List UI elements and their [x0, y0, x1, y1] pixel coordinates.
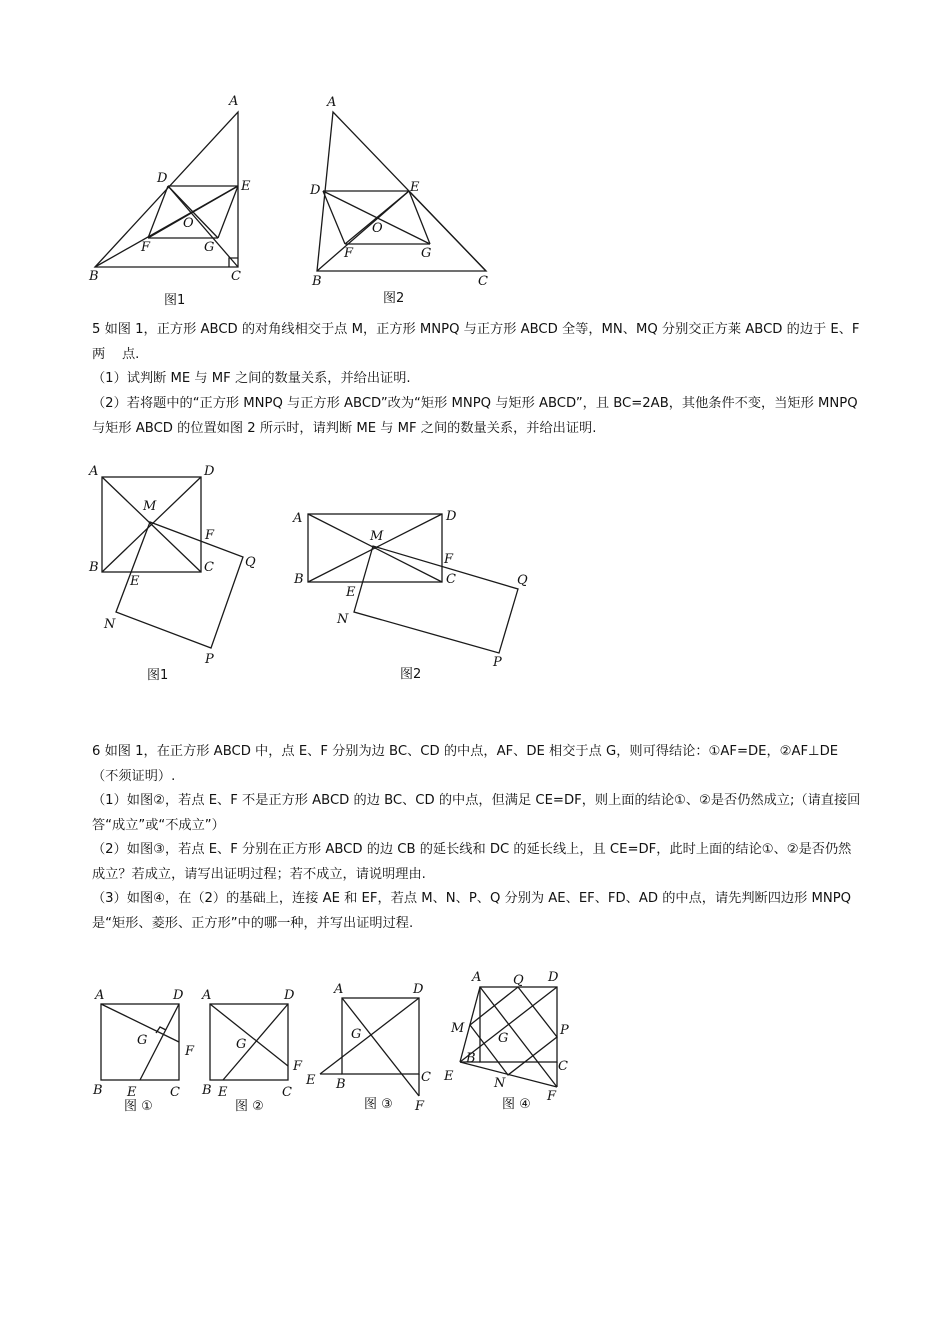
label-p: P [560, 1023, 569, 1038]
label-b: B [202, 1083, 212, 1098]
label-c: C [282, 1085, 292, 1100]
rectangle-mnpq [354, 546, 518, 653]
label-g: G [236, 1037, 247, 1052]
label-c: C [231, 269, 241, 284]
top-figure-1 [88, 94, 251, 308]
label-c: C [204, 560, 214, 575]
segment-de [320, 998, 419, 1074]
label-a: A [95, 988, 105, 1003]
label-b: B [89, 269, 99, 284]
label-f: F [547, 1089, 557, 1104]
caption-top-fig2: 图2 [383, 291, 405, 306]
p5-figure-1 [88, 464, 256, 683]
label-o: O [372, 221, 383, 236]
problem-5-stem: 5 如图 1，正方形 ABCD 的对角线相交于点 M，正方形 MNPQ 与正方形 ABCD 全等，MN、MQ 分别交正方莱 ABCD 的边于 E、F 两 点. [92, 322, 864, 362]
label-m: M [370, 529, 384, 544]
segment-ge [218, 186, 238, 238]
label-a: A [334, 982, 344, 997]
segment-de [223, 1004, 288, 1080]
label-d: D [173, 988, 184, 1003]
label-c: C [558, 1059, 568, 1074]
label-m: M [451, 1021, 465, 1036]
label-a: A [293, 511, 303, 526]
segment-df [323, 191, 345, 244]
label-d: D [446, 509, 457, 524]
label-f: F [293, 1059, 303, 1074]
label-b: B [89, 560, 99, 575]
label-f: F [141, 240, 151, 255]
label-p: P [205, 652, 214, 667]
p6-figure-4 [443, 970, 569, 1112]
label-m: M [143, 499, 157, 514]
caption-p6-fig1: 图 ① [124, 1099, 153, 1114]
label-d: D [413, 982, 424, 997]
segment-dc [168, 186, 238, 267]
label-q: Q [513, 973, 524, 988]
label-a: A [89, 464, 99, 479]
p6-figure-3 [305, 982, 431, 1114]
p6-figure-1 [92, 988, 195, 1114]
label-e: E [346, 585, 356, 600]
label-f: F [205, 528, 215, 543]
label-g: G [351, 1027, 362, 1042]
label-f: F [344, 246, 354, 261]
label-n: N [337, 612, 349, 627]
label-c: C [170, 1085, 180, 1100]
label-d: D [548, 970, 559, 985]
label-b: B [93, 1083, 103, 1098]
label-g: G [204, 240, 215, 255]
label-d: D [284, 988, 295, 1003]
label-c: C [421, 1070, 431, 1085]
label-e: E [218, 1085, 228, 1100]
segment-fe [345, 191, 409, 244]
caption-p5-fig1: 图1 [147, 668, 169, 683]
label-b: B [336, 1077, 346, 1092]
label-p: P [493, 655, 502, 670]
label-e: E [130, 574, 140, 589]
label-d: D [310, 183, 321, 198]
label-e: E [410, 180, 420, 195]
problem-5-question-2: （2）若将题中的“正方形 MNPQ 与正方形 ABCD”改为“矩形 MNPQ 与矩形 ABCD”，且 BC=2AB，其他条件不变，当矩形 MNPQ 与矩形 ABCD 的位置如图 2 所示时，请判断 ME 与 MF 之间的数量关系，并给出证明. [92, 396, 862, 436]
label-a: A [327, 95, 337, 110]
label-e: E [306, 1073, 316, 1088]
label-c: C [478, 274, 488, 289]
label-a: A [202, 988, 212, 1003]
segment-af [342, 998, 419, 1096]
label-a: A [229, 94, 239, 109]
problem-6-question-3: （3）如图④，在（2）的基础上，连接 AE 和 EF，若点 M、N、P、Q 分别为 AE、EF、FD、AD 的中点，请先判断四边形 MNPQ 是“矩形、菱形、正方形”中的哪一种，并写出证明过程. [92, 891, 856, 931]
label-g: G [498, 1031, 509, 1046]
label-d: D [204, 464, 215, 479]
label-f: F [415, 1099, 425, 1114]
label-d: D [157, 171, 168, 186]
label-b: B [312, 274, 322, 289]
p6-figure-2 [201, 988, 303, 1114]
label-f: F [185, 1044, 195, 1059]
segment-df [148, 186, 168, 238]
label-q: Q [517, 573, 528, 588]
label-n: N [494, 1076, 506, 1091]
label-a: A [472, 970, 482, 985]
caption-p6-fig4: 图 ④ [502, 1097, 531, 1112]
label-g: G [137, 1033, 148, 1048]
label-e: E [444, 1069, 454, 1084]
problem-6-stem: 6 如图 1，在正方形 ABCD 中，点 E、F 分别为边 BC、CD 的中点，AF、DE 相交于点 G，则可得结论：①AF=DE，②AF⊥DE（不须证明）. [92, 744, 839, 784]
label-q: Q [245, 555, 256, 570]
segment-ge [409, 191, 430, 244]
label-o: O [183, 216, 194, 231]
p5-figure-2 [292, 509, 528, 682]
caption-p6-fig3: 图 ③ [364, 1097, 393, 1112]
label-g: G [421, 246, 432, 261]
square-abcd [480, 987, 557, 1062]
label-e: E [241, 179, 251, 194]
top-figure-2 [309, 95, 488, 306]
label-n: N [104, 617, 116, 632]
label-b: B [466, 1051, 476, 1066]
caption-p6-fig2: 图 ② [235, 1099, 264, 1114]
problem-5-question-1: （1）试判断 ME 与 MF 之间的数量关系，并给出证明. [92, 371, 411, 386]
label-e: E [127, 1085, 137, 1100]
label-b: B [294, 572, 304, 587]
segment-af [210, 1004, 288, 1066]
problem-6-question-2: （2）如图③，若点 E、F 分别在正方形 ABCD 的边 CB 的延长线和 DC 的延长线上，且 CE=DF，此时上面的结论①、②是否仍然成立？若成立，请写出证明过程；若不成立，请说明理由. [92, 842, 852, 882]
label-f: F [444, 552, 454, 567]
problem-6-question-1: （1）如图②，若点 E、F 不是正方形 ABCD 的边 BC、CD 的中点，但满足 CE=DF，则上面的结论①、②是否仍然成立;（请直接回答“成立”或“不成立”） [92, 793, 861, 833]
square-abcd [210, 1004, 288, 1080]
label-c: C [446, 572, 456, 587]
caption-top-fig1: 图1 [164, 293, 186, 308]
caption-p5-fig2: 图2 [400, 667, 422, 682]
